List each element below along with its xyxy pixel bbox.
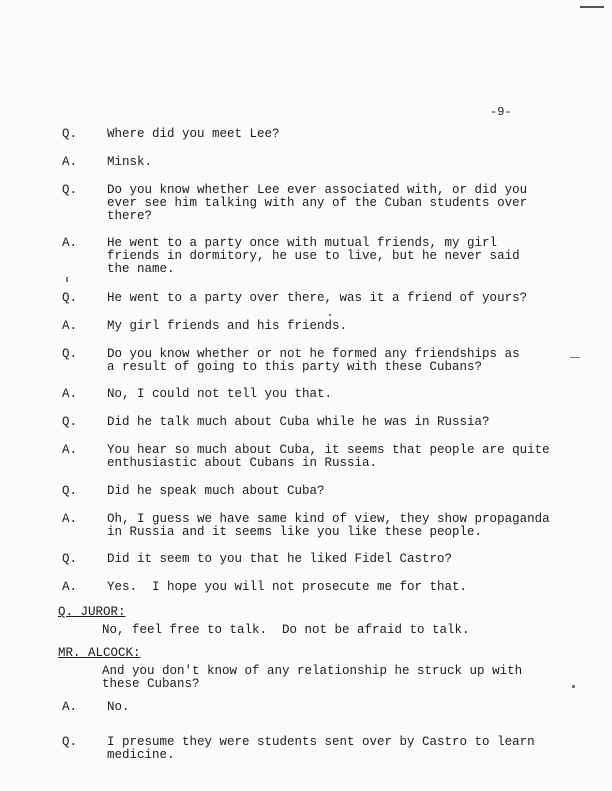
speaker-label: MR. ALCOCK: — [58, 646, 141, 660]
entry-text — [107, 320, 547, 333]
entry-label: A. — [62, 319, 78, 333]
text-line: Do you know whether or not he formed any friendships as — [107, 347, 520, 361]
entry-label: A. — [62, 443, 78, 457]
entry-label: A. — [62, 155, 78, 169]
entry-label: A. — [62, 387, 78, 401]
text-line: medicine. — [107, 748, 175, 762]
entry-text — [107, 443, 550, 470]
text-line: a result of going to this party with these Cubans? — [107, 360, 483, 374]
entry-text — [107, 184, 547, 223]
text-line: in Russia and it seems like you like these people. — [107, 525, 483, 539]
entry-label: Q. — [62, 552, 78, 566]
text-line: friends in dormitory, he use to live, but he never said — [107, 249, 520, 263]
entry-text — [107, 736, 547, 762]
entry-label: A. — [62, 236, 78, 250]
text-line: No, feel free to talk. Do not be afraid to talk. — [102, 623, 470, 637]
text-line: Oh, I guess we have same kind of view, they show propaganda — [107, 512, 550, 526]
speaker-text — [102, 624, 552, 637]
entry-text — [107, 292, 547, 305]
text-line: Do you know whether Lee ever associated with, or did you — [107, 183, 528, 197]
entry-text — [107, 581, 547, 594]
scan-speck — [329, 314, 331, 316]
text-line: No, I could not tell you that. — [107, 387, 333, 401]
scan-speck — [570, 357, 580, 358]
text-line: Yes. I hope you will not prosecute me for that. — [107, 580, 468, 594]
entry-text — [107, 512, 550, 539]
entry-text — [107, 348, 547, 374]
entry-label: A. — [62, 512, 78, 526]
text-line: And you don't know of any relationship he struck up with — [102, 664, 523, 678]
speaker-label: Q. JUROR: — [58, 605, 126, 619]
entry-label: A. — [62, 700, 78, 714]
entry-text — [107, 156, 547, 169]
scan-speck — [572, 685, 575, 688]
text-line: Did it seem to you that he liked Fidel Castro? — [107, 552, 453, 566]
entry-text — [107, 388, 547, 401]
entry-text — [107, 128, 547, 141]
scan-speck — [66, 277, 68, 282]
entry-label: Q. — [62, 415, 78, 429]
entry-text — [107, 701, 547, 714]
text-line: there? — [107, 209, 153, 223]
text-line: My girl friends and his friends. — [107, 319, 348, 333]
text-line: I presume they were students sent over by Castro to learn — [107, 735, 535, 749]
scan-mark — [580, 6, 604, 8]
entry-label: A. — [62, 580, 78, 594]
entry-text — [107, 553, 547, 566]
text-line: You hear so much about Cuba, it seems that people are quite — [107, 443, 550, 457]
entry-label: Q. — [62, 127, 78, 141]
entry-label: Q. — [62, 484, 78, 498]
speaker-text — [102, 665, 552, 691]
text-line: Where did you meet Lee? — [107, 127, 280, 141]
text-line: Did he talk much about Cuba while he was in Russia? — [107, 415, 490, 429]
text-line: the name. — [107, 262, 175, 276]
text-line: ever see him talking with any of the Cuban students over — [107, 196, 528, 210]
entry-label: Q. — [62, 183, 78, 197]
entry-text — [107, 416, 547, 429]
text-line: these Cubans? — [102, 677, 200, 691]
entry-label: Q. — [62, 735, 78, 749]
text-line: Minsk. — [107, 155, 153, 169]
text-line: No. — [107, 700, 130, 714]
page-number: -9- — [490, 105, 512, 119]
text-line: He went to a party once with mutual friends, my girl — [107, 236, 498, 250]
entry-label: Q. — [62, 291, 78, 305]
entry-text — [107, 485, 547, 498]
entry-text — [107, 237, 547, 276]
text-line: Did he speak much about Cuba? — [107, 484, 325, 498]
entry-label: Q. — [62, 347, 78, 361]
text-line: enthusiastic about Cubans in Russia. — [107, 456, 378, 470]
text-line: He went to a party over there, was it a friend of yours? — [107, 291, 528, 305]
